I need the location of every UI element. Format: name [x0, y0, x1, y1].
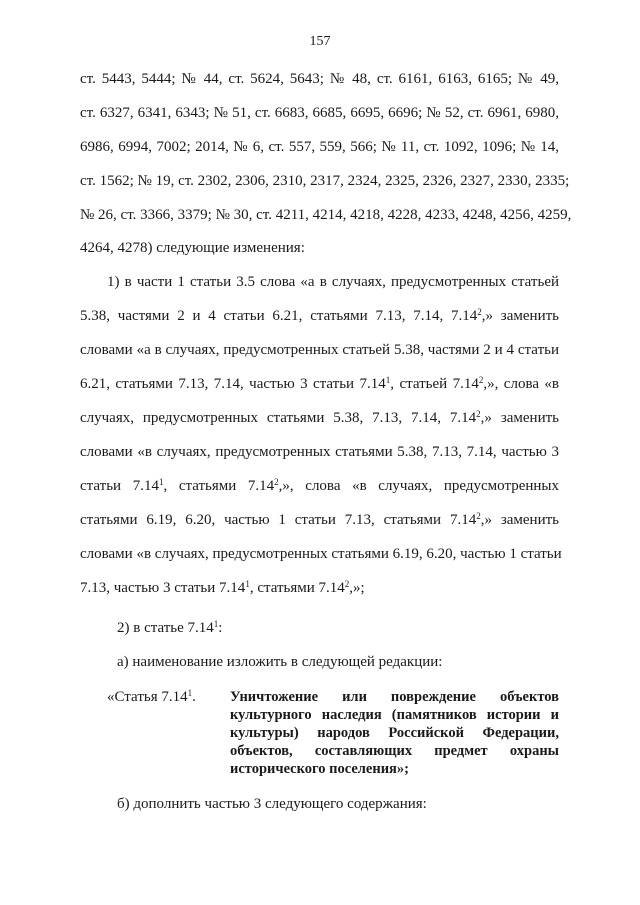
text-line: ст. 1562; № 19, ст. 2302, 2306, 2310, 2317, 2324, 2325, 2326, 2327, 2330, 2335;: [80, 173, 570, 189]
text-line: словами «в случаях, предусмотренных статьями 6.19, 6.20, частью 1 статьи: [80, 546, 562, 562]
article-title-line: Уничтожение или повреждение объектов: [230, 689, 559, 705]
subitem-b: б) дополнить частью 3 следующего содержания:: [117, 796, 427, 812]
text-line: 7.13, частью 3 статьи 7.14$^1$, статьями 7.14$^2$,»;: [80, 579, 365, 596]
article-title-line: объектов, составляющих предмет охраны: [230, 743, 559, 759]
article-title-line: культуры) народов Российской Федерации,: [230, 725, 559, 741]
article-title-line: культурного наследия (памятников истории и: [230, 707, 559, 723]
text-line: словами «а в случаях, предусмотренных статьей 5.38, частями 2 и 4 статьи: [80, 342, 559, 358]
text-line: 6.21, статьями 7.13, 7.14, частью 3 статьи 7.14$^1$, статьей 7.14$^2$,», слова «в: [80, 375, 559, 392]
page-number: 157: [309, 34, 331, 49]
text-line: № 26, ст. 3366, 3379; № 30, ст. 4211, 4214, 4218, 4228, 4233, 4248, 4256, 4259,: [80, 207, 572, 223]
text-line: 4264, 4278) следующие изменения:: [80, 240, 305, 256]
subitem-a: а) наименование изложить в следующей редакции:: [117, 654, 443, 670]
text-line: ст. 5443, 5444; № 44, ст. 5624, 5643; № 48, ст. 6161, 6163, 6165; № 49,: [80, 71, 559, 87]
text-line: статьями 6.19, 6.20, частью 1 статьи 7.13, статьями 7.14$^2$,» заменить: [80, 511, 560, 528]
article-title-line: исторического поселения»;: [230, 761, 409, 777]
article-title: [230, 688, 559, 778]
article-label: «Статья 7.14$^1$.: [107, 688, 196, 705]
text-line: 6986, 6994, 7002; 2014, № 6, ст. 557, 559, 566; № 11, ст. 1092, 1096; № 14,: [80, 139, 559, 155]
text-line: словами «в случаях, предусмотренных статьями 5.38, 7.13, 7.14, частью 3: [80, 444, 559, 460]
paragraph-item-1-start: 1) в части 1 статьи 3.5 слова «а в случаях, предусмотренных статьей: [107, 274, 559, 290]
text-line: случаях, предусмотренных статьями 5.38, 7.13, 7.14, 7.14$^2$,» заменить: [80, 409, 559, 426]
text-line: 5.38, частями 2 и 4 статьи 6.21, статьями 7.13, 7.14, 7.14$^2$,» заменить: [80, 307, 559, 324]
paragraph-item-2: 2) в статье 7.14$^1$:: [117, 619, 223, 636]
text-line: статьи 7.14$^1$, статьями 7.14$^2$,», слова «в случаях, предусмотренных: [80, 477, 559, 494]
text-line: ст. 6327, 6341, 6343; № 51, ст. 6683, 6685, 6695, 6696; № 52, ст. 6961, 6980,: [80, 105, 559, 121]
